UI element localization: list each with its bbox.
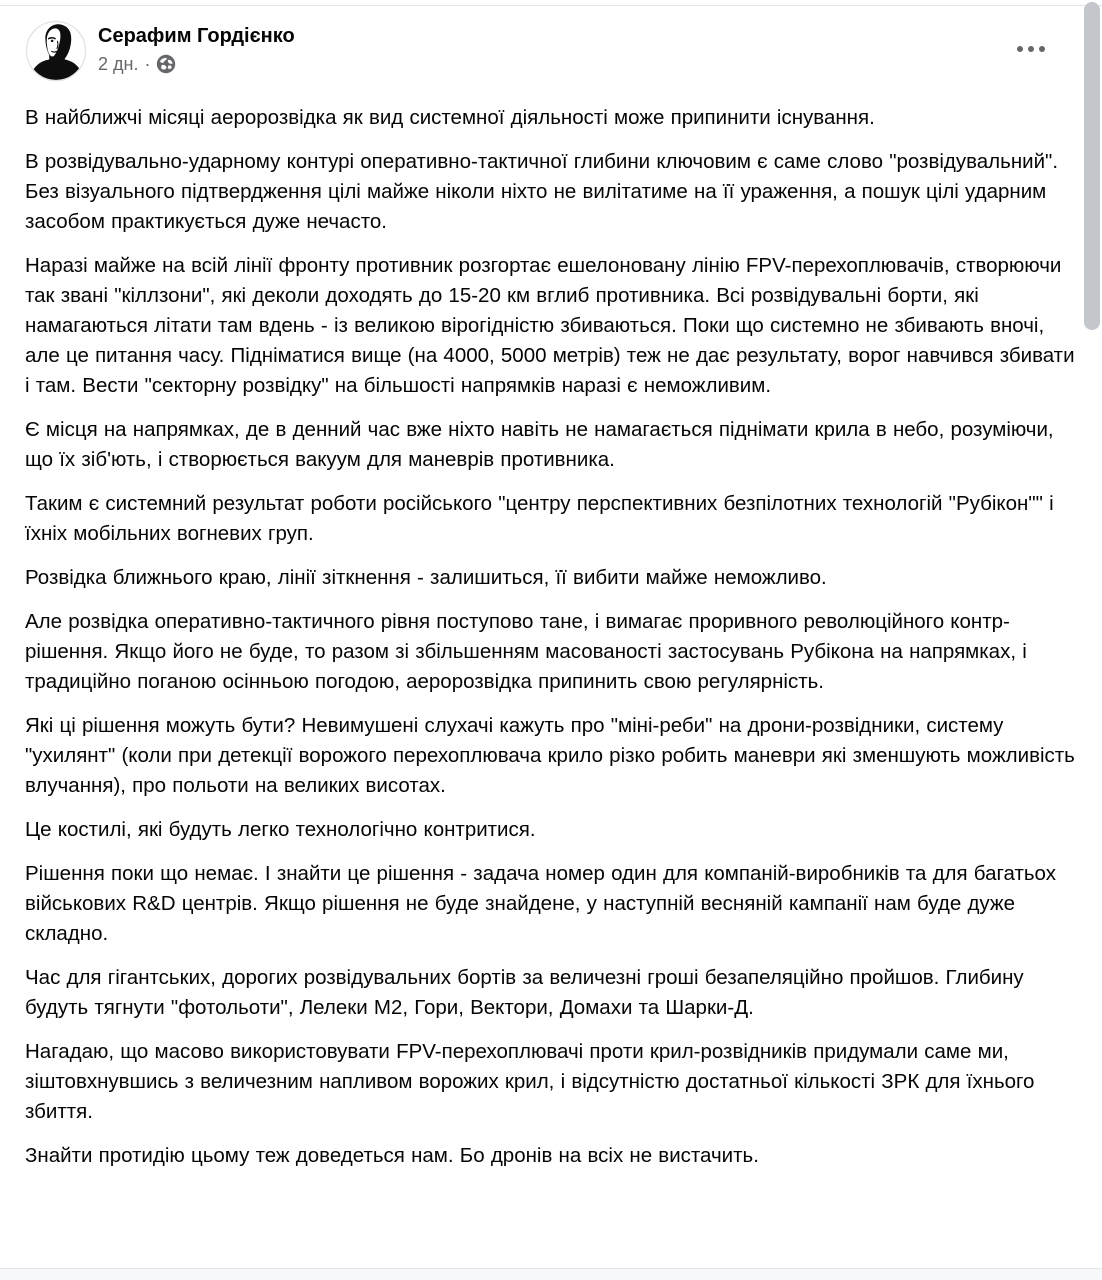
post-paragraph: В найближчі місяці аеророзвідка як вид системної діяльності може припинити існування. xyxy=(25,106,875,129)
post-text xyxy=(25,103,1077,1187)
post-paragraph: Таким є системний результат роботи російського "центру перспективних безпілотних технологій "Рубікон"" і їхніх мобільних вогневих груп. xyxy=(25,492,1054,545)
globe-icon xyxy=(156,54,176,74)
more-options-icon xyxy=(1028,46,1034,52)
more-options-icon xyxy=(1039,46,1045,52)
avatar-portrait-image xyxy=(25,20,87,82)
post-paragraph: Рішення поки що немає. І знайти це рішення - задача номер один для компаній-виробників та для багатьох військових R&D центрів. Якщо рішення не буде знайдене, у наступній весняній кампанії нам буде дуже складно. xyxy=(25,862,1056,945)
more-options-icon xyxy=(1017,46,1023,52)
post-paragraph: Це костилі, які будуть легко технологічно контритися. xyxy=(25,818,536,841)
post-paragraph: Які ці рішення можуть бути? Невимушені слухачі кажуть про "міні-реби" на дрони-розвідники, систему "ухилянт" (коли при детекції ворожого перехоплювача крило різко робить маневри які зменшують можливість влучання), про польоти на великих висотах. xyxy=(25,714,1075,797)
post-paragraph: Наразі майже на всій лінії фронту противник розгортає ешелоновану лінію FPV-перехоплювачів, створюючи так звані "кіллзони", які деколи доходять до 15-20 км вглиб противника. Всі розвідувальні борти, які намагаються літати там вдень - із великою вірогідністю збиваються. Поки що системно не збивають вночі, але це питання часу. Підніматися вище (на 4000, 5000 метрів) теж не дає результату, ворог навчився збивати і там. Вести "секторну розвідку" на більшості напрямків наразі є неможливим. xyxy=(25,254,1075,397)
avatar[interactable] xyxy=(25,20,87,82)
author-name[interactable]: Серафим Гордієнко xyxy=(98,25,295,47)
post-header-text xyxy=(98,20,295,74)
meta-separator: · xyxy=(144,54,151,74)
post-paragraph: Розвідка ближнього краю, лінії зіткнення - залишиться, її вибити майже неможливо. xyxy=(25,566,827,589)
post-paragraph: Є місця на напрямках, де в денний час вже ніхто навіть не намагається піднімати крила в небо, розуміючи, що їх зіб'ють, і створюється вакуум для маневрів противника. xyxy=(25,418,1054,471)
post-paragraph: Але розвідка оперативно-тактичного рівня поступово тане, і вимагає проривного революційного контр-рішення. Якщо його не буде, то разом зі збільшенням масованості застосувань Рубікона на напрямках, і традиційно поганою осінньою погодою, аеророзвідка припинить свою регулярність. xyxy=(25,610,1027,693)
post-paragraph: Нагадаю, що масово використовувати FPV-перехоплювачі проти крил-розвідників придумали саме ми, зіштовхнувшись з величезним напливом ворожих крил, і відсутністю достатньої кількості ЗРК для їхнього збиття. xyxy=(25,1040,1035,1123)
post-header xyxy=(25,20,1077,82)
more-options-button[interactable] xyxy=(1013,38,1049,60)
scrollbar-thumb[interactable] xyxy=(1084,2,1100,330)
post-paragraph: Знайти протидію цьому теж доведеться нам. Бо дронів на всіх не вистачить. xyxy=(25,1144,759,1167)
post-meta xyxy=(98,54,295,74)
post-paragraph: Час для гігантських, дорогих розвідувальних бортів за величезні гроші безапеляційно пройшов. Глибину будуть тягнути "фотольоти", Лелеки М2, Гори, Вектори, Домахи та Шарки-Д. xyxy=(25,966,1024,1019)
timestamp[interactable]: 2 дн. xyxy=(98,54,139,74)
post-card xyxy=(0,5,1102,1187)
post-paragraph: В розвідувально-ударному контурі оперативно-тактичної глибини ключовим є саме слово "розвідувальний". Без візуального підтвердження цілі майже ніколи ніхто не вилітатиме на її ураження, а пошук цілі ударним засобом практикується дуже нечасто. xyxy=(25,150,1059,233)
bottom-divider xyxy=(0,1268,1102,1280)
